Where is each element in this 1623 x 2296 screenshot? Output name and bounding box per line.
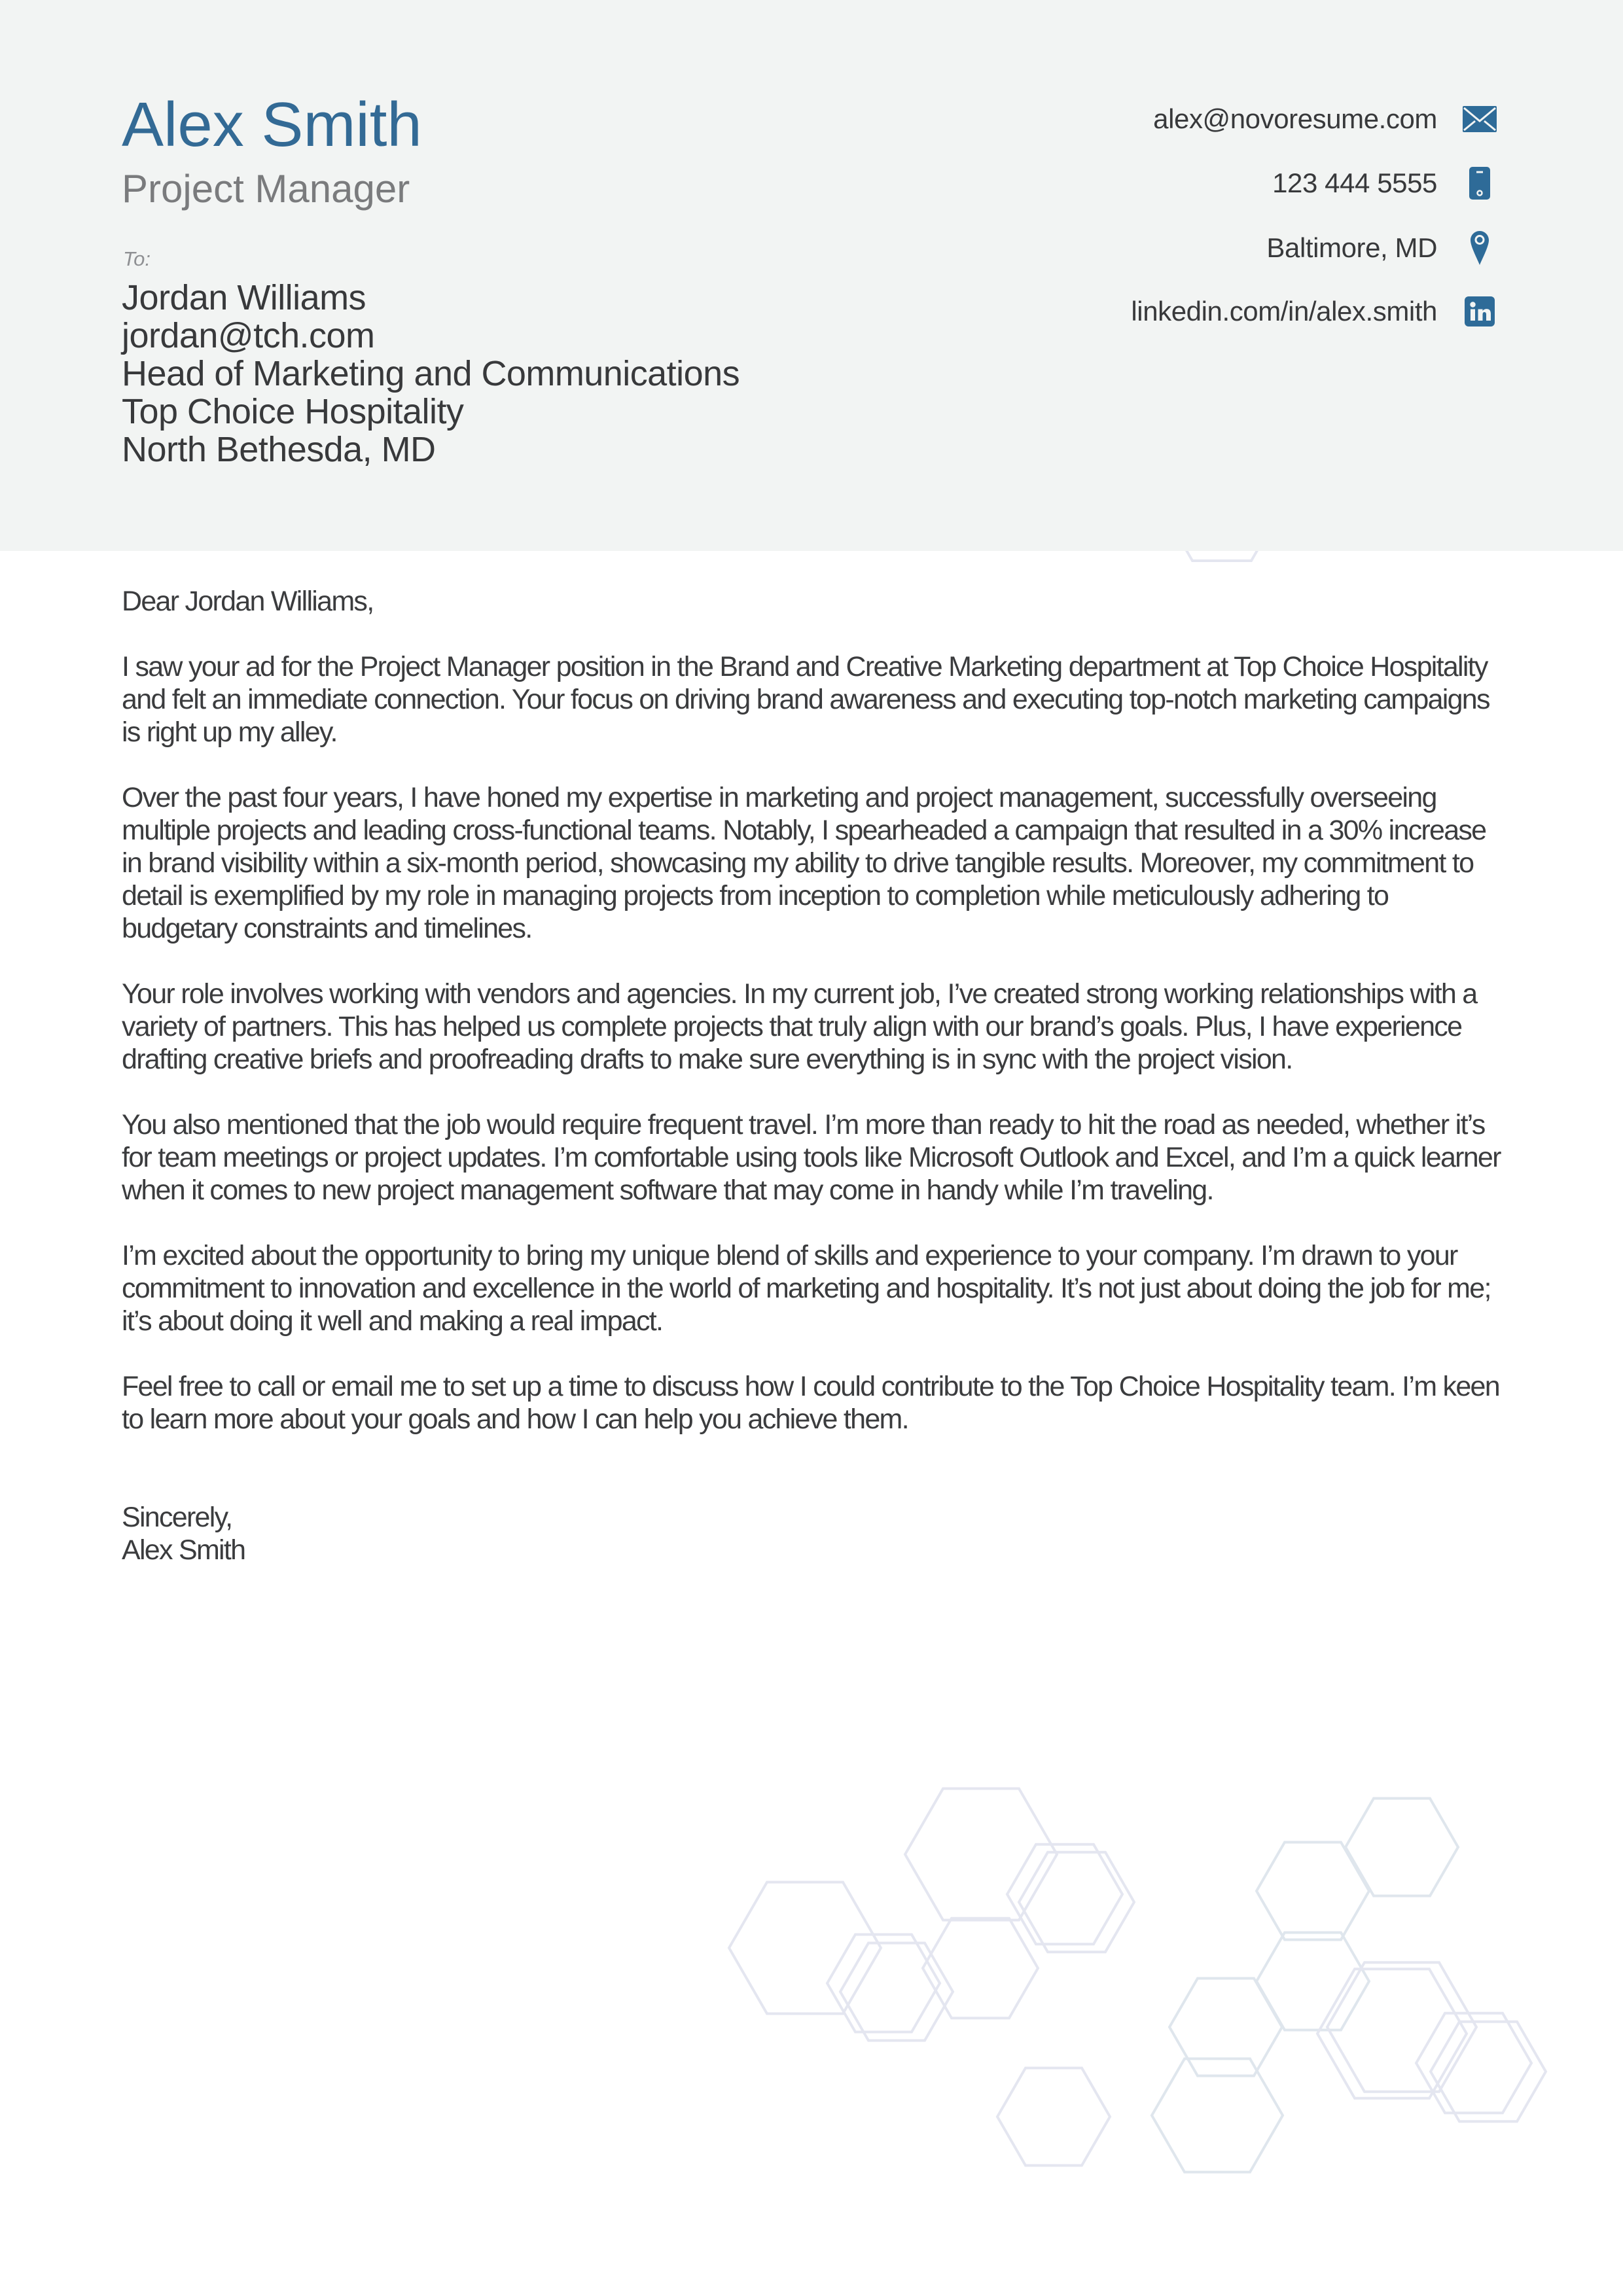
paragraph: Feel free to call or email me to set up a time to discuss how I could contribute to the Top Choice Hospitality team. I’m keen to learn more about your goals and how I can help you achieve them. bbox=[122, 1371, 1499, 1435]
contact-email: alex@novoresume.com bbox=[1153, 103, 1437, 134]
location-icon bbox=[1462, 231, 1497, 265]
to-label: To: bbox=[123, 247, 151, 270]
contact-row-linkedin bbox=[974, 293, 1497, 330]
letter-body bbox=[122, 585, 1504, 1566]
recipient-email: jordan@tch.com bbox=[122, 316, 375, 355]
recipient-company: Top Choice Hospitality bbox=[122, 392, 464, 431]
contact-row-phone bbox=[974, 165, 1497, 202]
salutation: Dear Jordan Williams, bbox=[122, 586, 374, 617]
signature-block bbox=[122, 1501, 1504, 1566]
sender-name: Alex Smith bbox=[122, 90, 422, 160]
paragraph: I saw your ad for the Project Manager position in the Brand and Creative Marketing department at Top Choice Hospitality and felt an immediate connection. Your focus on driving brand awareness and executing top-notch marketing campaigns is right up my alley. bbox=[122, 651, 1489, 748]
paragraph: You also mentioned that the job would require frequent travel. I’m more than ready to hit the road as needed, whether it’s for team meetings or project updates. I’m comfortable using tools like Microsoft Outlook and Excel, and I’m a quick learner when it comes to new project management software that may come in handy while I’m traveling. bbox=[122, 1109, 1501, 1206]
paragraph: Over the past four years, I have honed my expertise in marketing and project management, successfully overseeing multiple projects and leading cross-functional teams. Notably, I spearheaded a campaign that resulted in a 30% increase in brand visibility within a six-month period, showcasing my ability to drive tangible results. Moreover, my commitment to detail is exemplified by my role in managing projects from inception to completion while meticulously adhering to budgetary constraints and timelines. bbox=[122, 782, 1486, 944]
recipient-name: Jordan Williams bbox=[122, 278, 366, 317]
contact-row-location bbox=[974, 230, 1497, 266]
paragraph: Your role involves working with vendors and agencies. In my current job, I’ve created strong working relationships with a variety of partners. This has helped us complete projects that truly align with our brand’s goals. Plus, I have experience drafting creative briefs and proofreading drafts to make sure everything is in sync with the project vision. bbox=[122, 978, 1477, 1075]
contact-row-email bbox=[974, 101, 1497, 137]
closing: Sincerely, bbox=[122, 1502, 232, 1533]
contact-location: Baltimore, MD bbox=[1266, 232, 1437, 263]
contact-phone: 123 444 5555 bbox=[1272, 168, 1437, 198]
contact-linkedin: linkedin.com/in/alex.smith bbox=[1131, 296, 1437, 327]
sender-job-title: Project Manager bbox=[122, 167, 410, 211]
email-icon bbox=[1462, 106, 1497, 132]
linkedin-icon bbox=[1462, 296, 1497, 327]
phone-icon bbox=[1462, 167, 1497, 200]
recipient-block bbox=[122, 279, 740, 468]
paragraph: I’m excited about the opportunity to bring my unique blend of skills and experience to your company. I’m drawn to your commitment to innovation and excellence in the world of marketing and hospitality. It’s not just about doing the job for me; it’s about doing it well and making a real impact. bbox=[122, 1240, 1491, 1337]
letter-header bbox=[0, 0, 1623, 551]
signature-name: Alex Smith bbox=[122, 1534, 245, 1566]
recipient-location: North Bethesda, MD bbox=[122, 430, 436, 469]
recipient-role: Head of Marketing and Communications bbox=[122, 354, 740, 393]
